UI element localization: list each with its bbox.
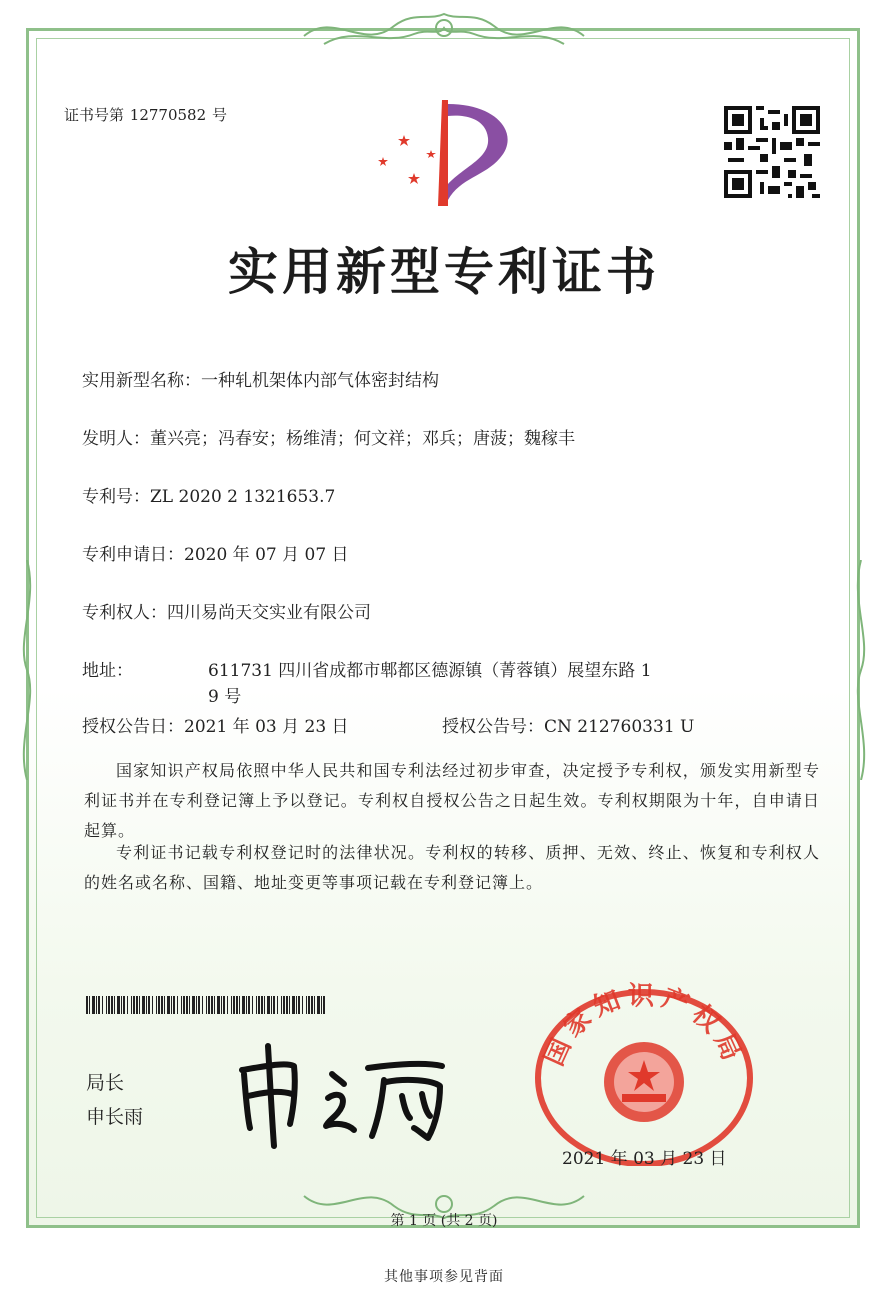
official-seal-icon [532, 982, 756, 1166]
patent-holder [82, 598, 371, 623]
address-line2: 9 号 [208, 687, 242, 707]
grant-date-value: 2021 年 03 月 23 日 [184, 717, 349, 737]
address-value-line1: 611731 四川省成都市郫都区德源镇（菁蓉镇）展望东路 1 [208, 661, 652, 681]
grant-number [442, 712, 694, 737]
address-label: 地址： [82, 661, 133, 681]
signer-title: 局长 [86, 1072, 125, 1094]
grant-number-value: CN 212760331 U [544, 717, 695, 737]
signature-icon [236, 1040, 450, 1150]
seal-date: 2021 年 03 月 23 日 [562, 1149, 727, 1169]
patent-holder-label: 专利权人： [82, 603, 167, 623]
svg-text:国家知识产权局: 国家知识产权局 [539, 982, 749, 1071]
inventors [82, 424, 575, 449]
back-note: 其他事项参见背面 [384, 1269, 504, 1285]
qr-code-icon [724, 106, 820, 198]
patent-office-logo-icon [370, 96, 520, 208]
certificate-number: 证书号第 12770582 号 [64, 106, 227, 124]
page-title: 实用新型专利证书 [228, 243, 660, 301]
patent-holder-value: 四川易尚天交实业有限公司 [167, 603, 371, 623]
grant-number-label: 授权公告号： [442, 717, 544, 737]
utility-model-name-label: 实用新型名称： [82, 371, 201, 391]
legal-status-paragraph: 专利证书记载专利权登记时的法律状况。专利权的转移、质押、无效、终止、恢复和专利权人的姓名或名称、国籍、地址变更等事项记载在专利登记簿上。 [84, 843, 820, 892]
address [82, 656, 652, 681]
utility-model-name-value: 一种轧机架体内部气体密封结构 [201, 371, 439, 391]
patent-number-value: ZL 2020 2 1321653.7 [150, 487, 336, 507]
utility-model-name [82, 366, 439, 391]
patent-number [82, 482, 335, 507]
inventors-label: 发明人： [82, 429, 150, 449]
right-ornament-icon [850, 560, 872, 780]
patent-number-label: 专利号： [82, 487, 150, 507]
grant-statement-paragraph: 国家知识产权局依照中华人民共和国专利法经过初步审查，决定授予专利权，颁发实用新型专利证书并在专利登记簿上予以登记。专利权自授权公告之日起生效。专利权期限为十年，自申请日起算。 [84, 761, 820, 840]
grant-date [82, 712, 349, 737]
signer-name: 申长雨 [86, 1106, 144, 1128]
filing-date-label: 专利申请日： [82, 545, 184, 565]
filing-date [82, 540, 349, 565]
top-ornament-icon [294, 6, 594, 52]
page-number: 第 1 页 (共 2 页) [390, 1213, 498, 1229]
grant-date-label: 授权公告日： [82, 717, 184, 737]
filing-date-value: 2020 年 07 月 07 日 [184, 545, 349, 565]
left-ornament-icon [16, 560, 38, 780]
barcode-icon [86, 996, 328, 1014]
inventors-value: 董兴亮；冯春安；杨维清；何文祥；邓兵；唐菠；魏稼丰 [150, 429, 575, 449]
